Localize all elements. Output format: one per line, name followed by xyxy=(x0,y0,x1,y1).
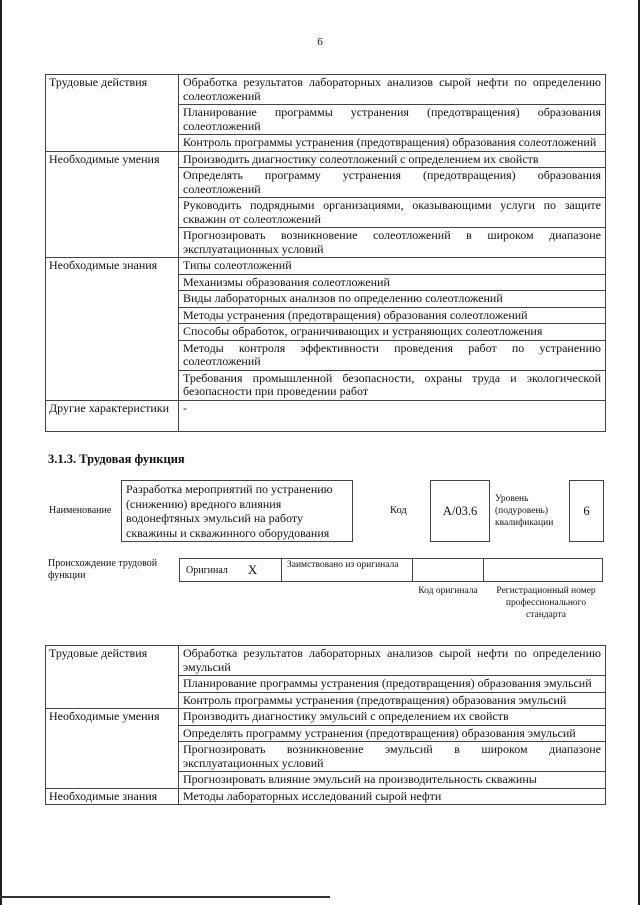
table-row xyxy=(46,788,606,805)
row-label: Необходимые умения xyxy=(46,709,179,789)
level-value: 6 xyxy=(569,480,604,542)
page-number: 6 xyxy=(317,36,323,48)
cell-value: Методы лабораторных исследований сырой нефти xyxy=(179,788,606,805)
original-label: Оригинал xyxy=(186,564,228,576)
cell-value: Определять программу устранения (предотвращения) образования солеотложений xyxy=(179,168,606,198)
cell-value: Прогнозировать возникновение эмульсий в широком диапазоне эксплуатационных условий xyxy=(179,742,606,772)
table-row xyxy=(46,646,606,676)
row-label: Необходимые знания xyxy=(46,258,179,401)
origin-row xyxy=(179,558,603,582)
cell-value: Способы обработок, ограничивающих и устраняющих солеотложения xyxy=(179,324,606,341)
cell-value: Руководить подрядными организациями, оказывающими услуги по защите скважин от солеотложений xyxy=(179,198,606,228)
row-label: Трудовые действия xyxy=(46,75,179,152)
cell-value: Обработка результатов лабораторных анализов сырой нефти по определению эмульсий xyxy=(179,646,606,676)
origin-original-cell xyxy=(180,559,282,581)
borrowed-label: Заимствовано из оригинала xyxy=(282,559,413,581)
page-edge-left xyxy=(0,0,2,905)
cell-value: Методы устранения (предотвращения) образования солеотложений xyxy=(179,307,606,324)
table-row xyxy=(46,75,606,105)
cell-value: Виды лабораторных анализов по определению солеотложений xyxy=(179,291,606,308)
reg-number-caption: Регистрационный номер профессионального стандарта xyxy=(496,586,596,620)
cell-value: Планирование программы устранения (предотвращения) образования солеотложений xyxy=(179,105,606,135)
reg-number-cell xyxy=(484,559,602,581)
code-value: A/03.6 xyxy=(430,480,490,542)
labor-function-table-2 xyxy=(45,645,606,805)
code-original-cell xyxy=(413,559,484,581)
row-label: Другие характеристики xyxy=(46,400,179,431)
function-name-label: Наименование xyxy=(49,505,112,516)
cell-value: Производить диагностику эмульсий с определением их свойств xyxy=(179,709,606,726)
cell-value: Контроль программы устранения (предотвращения) образования эмульсий xyxy=(179,692,606,709)
original-mark: X xyxy=(247,562,258,577)
cell-value: Типы солеотложений xyxy=(179,258,606,275)
labor-function-table-1 xyxy=(45,74,606,432)
row-label: Необходимые умения xyxy=(46,151,179,258)
table-row xyxy=(46,709,606,726)
cell-value: Методы контроля эффективности проведения работ по устранению солеотложений xyxy=(179,340,606,370)
page-bottom-edge xyxy=(0,896,330,898)
cell-value: Механизмы образования солеотложений xyxy=(179,274,606,291)
cell-value: Прогнозировать возникновение солеотложений в широком диапазоне эксплуатационных условий xyxy=(179,228,606,258)
row-label: Необходимые знания xyxy=(46,788,179,805)
cell-value: Обработка результатов лабораторных анализов сырой нефти по определению солеотложений xyxy=(179,75,606,105)
table-row xyxy=(46,151,606,168)
code-label: Код xyxy=(390,505,407,516)
table-row xyxy=(46,258,606,275)
cell-value: Планирование программы устранения (предотвращения) образования эмульсий xyxy=(179,676,606,693)
cell-value: Определять программу устранения (предотвращения) образования эмульсий xyxy=(179,725,606,742)
cell-value: Производить диагностику солеотложений с определением их свойств xyxy=(179,151,606,168)
cell-value: Прогнозировать влияние эмульсий на производительность скважины xyxy=(179,772,606,789)
cell-value: Требования промышленной безопасности, охраны труда и экологической безопасности при проведении работ xyxy=(179,370,606,400)
cell-value: - xyxy=(179,400,606,431)
cell-value: Контроль программы устранения (предотвращения) образования солеотложений xyxy=(179,135,606,152)
code-original-caption: Код оригинала xyxy=(418,586,478,596)
origin-label: Происхождение трудовой функции xyxy=(48,558,158,581)
table-row xyxy=(46,400,606,431)
function-name-value: Разработка мероприятий по устранению (снижению) вредного влияния водонефтяных эмульсий на работу скважины и скважинного оборудования xyxy=(121,480,353,542)
level-label: Уровень (подуровень) квалификации xyxy=(495,494,554,528)
section-title: 3.1.3. Трудовая функция xyxy=(48,452,185,466)
row-label: Трудовые действия xyxy=(46,646,179,709)
